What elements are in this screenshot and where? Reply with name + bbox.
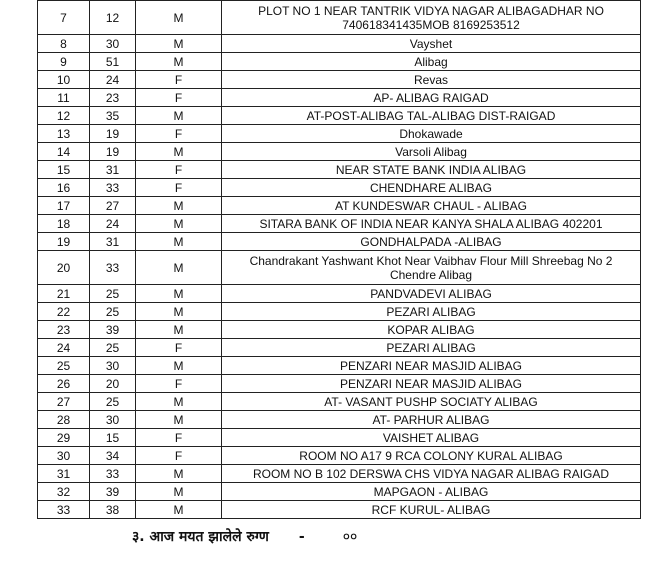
row-age: 33 xyxy=(90,179,136,197)
table-row xyxy=(38,393,641,411)
row-sex: F xyxy=(136,447,222,465)
table-row xyxy=(38,89,641,107)
row-age: 39 xyxy=(90,483,136,501)
row-sex: M xyxy=(136,411,222,429)
table-row xyxy=(38,71,641,89)
table-row xyxy=(38,53,641,71)
row-sex: M xyxy=(136,1,222,35)
table-row xyxy=(38,233,641,251)
row-age: 25 xyxy=(90,285,136,303)
row-sex: M xyxy=(136,501,222,519)
row-number: 27 xyxy=(38,393,90,411)
row-sex: M xyxy=(136,285,222,303)
row-sex: F xyxy=(136,339,222,357)
row-sex: M xyxy=(136,53,222,71)
row-sex: F xyxy=(136,429,222,447)
row-number: 7 xyxy=(38,1,90,35)
row-sex: M xyxy=(136,303,222,321)
row-address: Dhokawade xyxy=(222,125,641,143)
row-number: 16 xyxy=(38,179,90,197)
row-age: 39 xyxy=(90,321,136,339)
row-number: 9 xyxy=(38,53,90,71)
row-address: PEZARI ALIBAG xyxy=(222,303,641,321)
row-age: 24 xyxy=(90,71,136,89)
row-address: Vayshet xyxy=(222,35,641,53)
row-number: 23 xyxy=(38,321,90,339)
row-age: 25 xyxy=(90,339,136,357)
row-age: 23 xyxy=(90,89,136,107)
row-number: 25 xyxy=(38,357,90,375)
row-number: 8 xyxy=(38,35,90,53)
table-row xyxy=(38,143,641,161)
row-number: 24 xyxy=(38,339,90,357)
row-address: Varsoli Alibag xyxy=(222,143,641,161)
row-age: 31 xyxy=(90,233,136,251)
row-number: 22 xyxy=(38,303,90,321)
row-address: Chandrakant Yashwant Khot Near Vaibhav Flour Mill Shreebag No 2 Chendre Alibag xyxy=(222,251,641,285)
row-address: SITARA BANK OF INDIA NEAR KANYA SHALA ALIBAG 402201 xyxy=(222,215,641,233)
row-number: 19 xyxy=(38,233,90,251)
table-row xyxy=(38,501,641,519)
row-address: PANDVADEVI ALIBAG xyxy=(222,285,641,303)
row-age: 19 xyxy=(90,125,136,143)
row-age: 25 xyxy=(90,303,136,321)
row-age: 27 xyxy=(90,197,136,215)
row-age: 15 xyxy=(90,429,136,447)
row-address: ROOM NO A17 9 RCA COLONY KURAL ALIBAG xyxy=(222,447,641,465)
row-age: 33 xyxy=(90,251,136,285)
table-row xyxy=(38,321,641,339)
row-age: 30 xyxy=(90,35,136,53)
row-number: 13 xyxy=(38,125,90,143)
row-age: 33 xyxy=(90,465,136,483)
row-number: 29 xyxy=(38,429,90,447)
row-number: 12 xyxy=(38,107,90,125)
row-address: AT-POST-ALIBAG TAL-ALIBAG DIST-RAIGAD xyxy=(222,107,641,125)
table-row xyxy=(38,1,641,35)
row-sex: F xyxy=(136,89,222,107)
death-count-label: ३. आज मयत झालेले रुग्ण xyxy=(132,529,269,545)
row-age: 19 xyxy=(90,143,136,161)
table-row xyxy=(38,179,641,197)
row-age: 38 xyxy=(90,501,136,519)
row-number: 10 xyxy=(38,71,90,89)
death-count-value: ०० xyxy=(342,529,358,545)
table-row xyxy=(38,483,641,501)
row-age: 25 xyxy=(90,393,136,411)
row-address: PLOT NO 1 NEAR TANTRIK VIDYA NAGAR ALIBAGADHAR NO 740618341435MOB 8169253512 xyxy=(222,1,641,35)
row-age: 30 xyxy=(90,357,136,375)
row-number: 33 xyxy=(38,501,90,519)
row-address: AT KUNDESWAR CHAUL - ALIBAG xyxy=(222,197,641,215)
table-row xyxy=(38,339,641,357)
row-number: 32 xyxy=(38,483,90,501)
row-sex: M xyxy=(136,393,222,411)
row-number: 14 xyxy=(38,143,90,161)
row-sex: M xyxy=(136,465,222,483)
patient-table xyxy=(37,0,641,519)
row-address: AT- VASANT PUSHP SOCIATY ALIBAG xyxy=(222,393,641,411)
row-age: 30 xyxy=(90,411,136,429)
row-address: PENZARI NEAR MASJID ALIBAG xyxy=(222,357,641,375)
row-address: NEAR STATE BANK INDIA ALIBAG xyxy=(222,161,641,179)
table-row xyxy=(38,303,641,321)
row-address: AP- ALIBAG RAIGAD xyxy=(222,89,641,107)
row-age: 24 xyxy=(90,215,136,233)
row-address: VAISHET ALIBAG xyxy=(222,429,641,447)
table-row xyxy=(38,251,641,285)
row-number: 17 xyxy=(38,197,90,215)
row-number: 15 xyxy=(38,161,90,179)
row-address: CHENDHARE ALIBAG xyxy=(222,179,641,197)
row-age: 34 xyxy=(90,447,136,465)
row-address: GONDHALPADA -ALIBAG xyxy=(222,233,641,251)
row-age: 35 xyxy=(90,107,136,125)
row-sex: F xyxy=(136,179,222,197)
row-number: 28 xyxy=(38,411,90,429)
death-count-dash: - xyxy=(298,529,305,545)
row-sex: F xyxy=(136,125,222,143)
table-row xyxy=(38,285,641,303)
row-address: MAPGAON - ALIBAG xyxy=(222,483,641,501)
row-number: 26 xyxy=(38,375,90,393)
table-row xyxy=(38,107,641,125)
row-number: 20 xyxy=(38,251,90,285)
row-address: PEZARI ALIBAG xyxy=(222,339,641,357)
row-address: PENZARI NEAR MASJID ALIBAG xyxy=(222,375,641,393)
table-row xyxy=(38,411,641,429)
row-sex: M xyxy=(136,143,222,161)
row-sex: M xyxy=(136,233,222,251)
table-row xyxy=(38,465,641,483)
row-sex: M xyxy=(136,321,222,339)
table-row xyxy=(38,125,641,143)
row-sex: M xyxy=(136,357,222,375)
row-sex: M xyxy=(136,483,222,501)
row-age: 51 xyxy=(90,53,136,71)
row-address: KOPAR ALIBAG xyxy=(222,321,641,339)
row-address: ROOM NO B 102 DERSWA CHS VIDYA NAGAR ALIBAG RAIGAD xyxy=(222,465,641,483)
table-row xyxy=(38,447,641,465)
row-sex: M xyxy=(136,215,222,233)
row-sex: F xyxy=(136,71,222,89)
row-address: AT- PARHUR ALIBAG xyxy=(222,411,641,429)
table-row xyxy=(38,429,641,447)
row-sex: F xyxy=(136,375,222,393)
row-age: 20 xyxy=(90,375,136,393)
row-address: RCF KURUL- ALIBAG xyxy=(222,501,641,519)
row-address: Revas xyxy=(222,71,641,89)
row-number: 18 xyxy=(38,215,90,233)
row-address: Alibag xyxy=(222,53,641,71)
row-age: 12 xyxy=(90,1,136,35)
row-number: 31 xyxy=(38,465,90,483)
table-row xyxy=(38,35,641,53)
row-sex: M xyxy=(136,251,222,285)
table-row xyxy=(38,215,641,233)
table-row xyxy=(38,197,641,215)
row-number: 11 xyxy=(38,89,90,107)
row-number: 21 xyxy=(38,285,90,303)
row-number: 30 xyxy=(38,447,90,465)
row-sex: M xyxy=(136,35,222,53)
table-row xyxy=(38,357,641,375)
row-age: 31 xyxy=(90,161,136,179)
row-sex: F xyxy=(136,161,222,179)
row-sex: M xyxy=(136,197,222,215)
table-row xyxy=(38,375,641,393)
table-row xyxy=(38,161,641,179)
death-count-line xyxy=(132,527,357,546)
row-sex: M xyxy=(136,107,222,125)
